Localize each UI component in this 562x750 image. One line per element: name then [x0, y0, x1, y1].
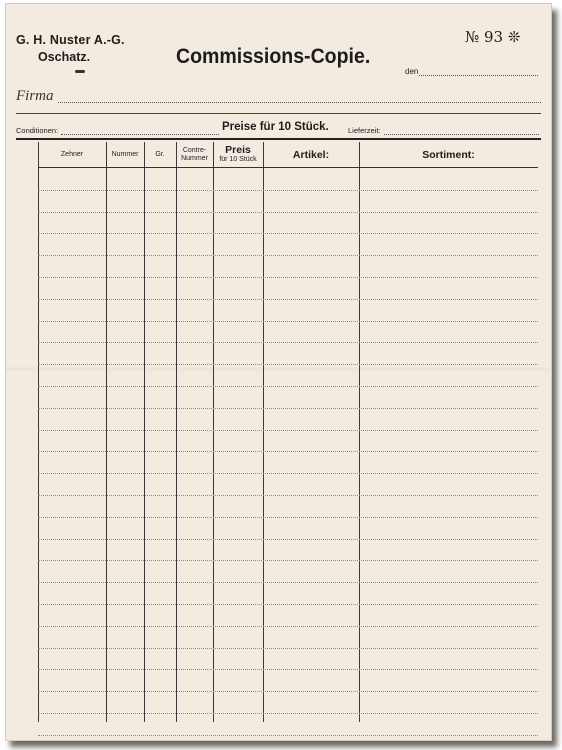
date-field[interactable]	[419, 75, 538, 76]
table-row[interactable]	[38, 582, 538, 583]
header-preis-label: Preis	[225, 144, 251, 156]
header-sortiment	[359, 142, 538, 167]
order-table	[16, 142, 541, 722]
header-artikel	[263, 142, 359, 167]
table-row[interactable]	[38, 495, 538, 496]
header-zehner	[38, 142, 106, 167]
table-row[interactable]	[38, 669, 538, 670]
header-preis	[213, 142, 263, 167]
table-row[interactable]	[38, 430, 538, 431]
delivery-field[interactable]	[384, 134, 539, 135]
header-preis-label2: für 10 Stück	[219, 156, 257, 163]
header-gr	[144, 142, 176, 167]
header-contre-label: Contre-	[182, 146, 207, 154]
table-row[interactable]	[38, 408, 538, 409]
header-gr-label: Gr.	[155, 150, 165, 158]
table-row[interactable]	[38, 473, 538, 474]
table-row[interactable]	[38, 321, 538, 322]
company-name: G. H. Nuster A.-G.	[16, 33, 125, 47]
form-title: Commissions-Copie.	[176, 45, 371, 68]
form-number: № 93 ❊	[465, 28, 521, 46]
table-row[interactable]	[38, 386, 538, 387]
header-nummer-label: Nummer	[111, 150, 139, 158]
prices-note: Preise für 10 Stück.	[222, 121, 329, 133]
table-row[interactable]	[38, 604, 538, 605]
ornament-dash	[75, 70, 85, 73]
table-row[interactable]	[38, 190, 538, 191]
conditions-field[interactable]	[61, 134, 219, 135]
table-row[interactable]	[38, 735, 538, 736]
header-zehner-label: Zehner	[60, 150, 84, 158]
company-city: Oschatz.	[38, 50, 91, 64]
date-label: den	[405, 67, 419, 76]
table-row[interactable]	[38, 342, 538, 343]
table-rows	[38, 168, 538, 722]
conditions-label: Conditionen:	[16, 126, 59, 135]
table-row[interactable]	[38, 212, 538, 213]
firma-label: Firma	[16, 88, 54, 104]
table-row[interactable]	[38, 255, 538, 256]
header-artikel-label: Artikel:	[292, 148, 330, 161]
table-row[interactable]	[38, 364, 538, 365]
table-row[interactable]	[38, 233, 538, 234]
table-row[interactable]	[38, 626, 538, 627]
table-row[interactable]	[38, 277, 538, 278]
divider	[16, 113, 541, 114]
delivery-label: Lieferzeit:	[348, 126, 381, 135]
table-top-rule	[16, 138, 541, 140]
table-row[interactable]	[38, 539, 538, 540]
table-row[interactable]	[38, 713, 538, 714]
commission-form-sheet	[5, 3, 552, 741]
table-row[interactable]	[38, 299, 538, 300]
header-nummer	[106, 142, 144, 167]
table-row[interactable]	[38, 691, 538, 692]
table-row[interactable]	[38, 517, 538, 518]
header-contre-nummer	[176, 142, 213, 167]
table-row[interactable]	[38, 451, 538, 452]
firma-field[interactable]	[58, 102, 541, 103]
header-sortiment-label: Sortiment:	[422, 148, 475, 161]
header-contre-label2: Nummer	[181, 154, 208, 162]
table-row[interactable]	[38, 560, 538, 561]
table-row[interactable]	[38, 648, 538, 649]
